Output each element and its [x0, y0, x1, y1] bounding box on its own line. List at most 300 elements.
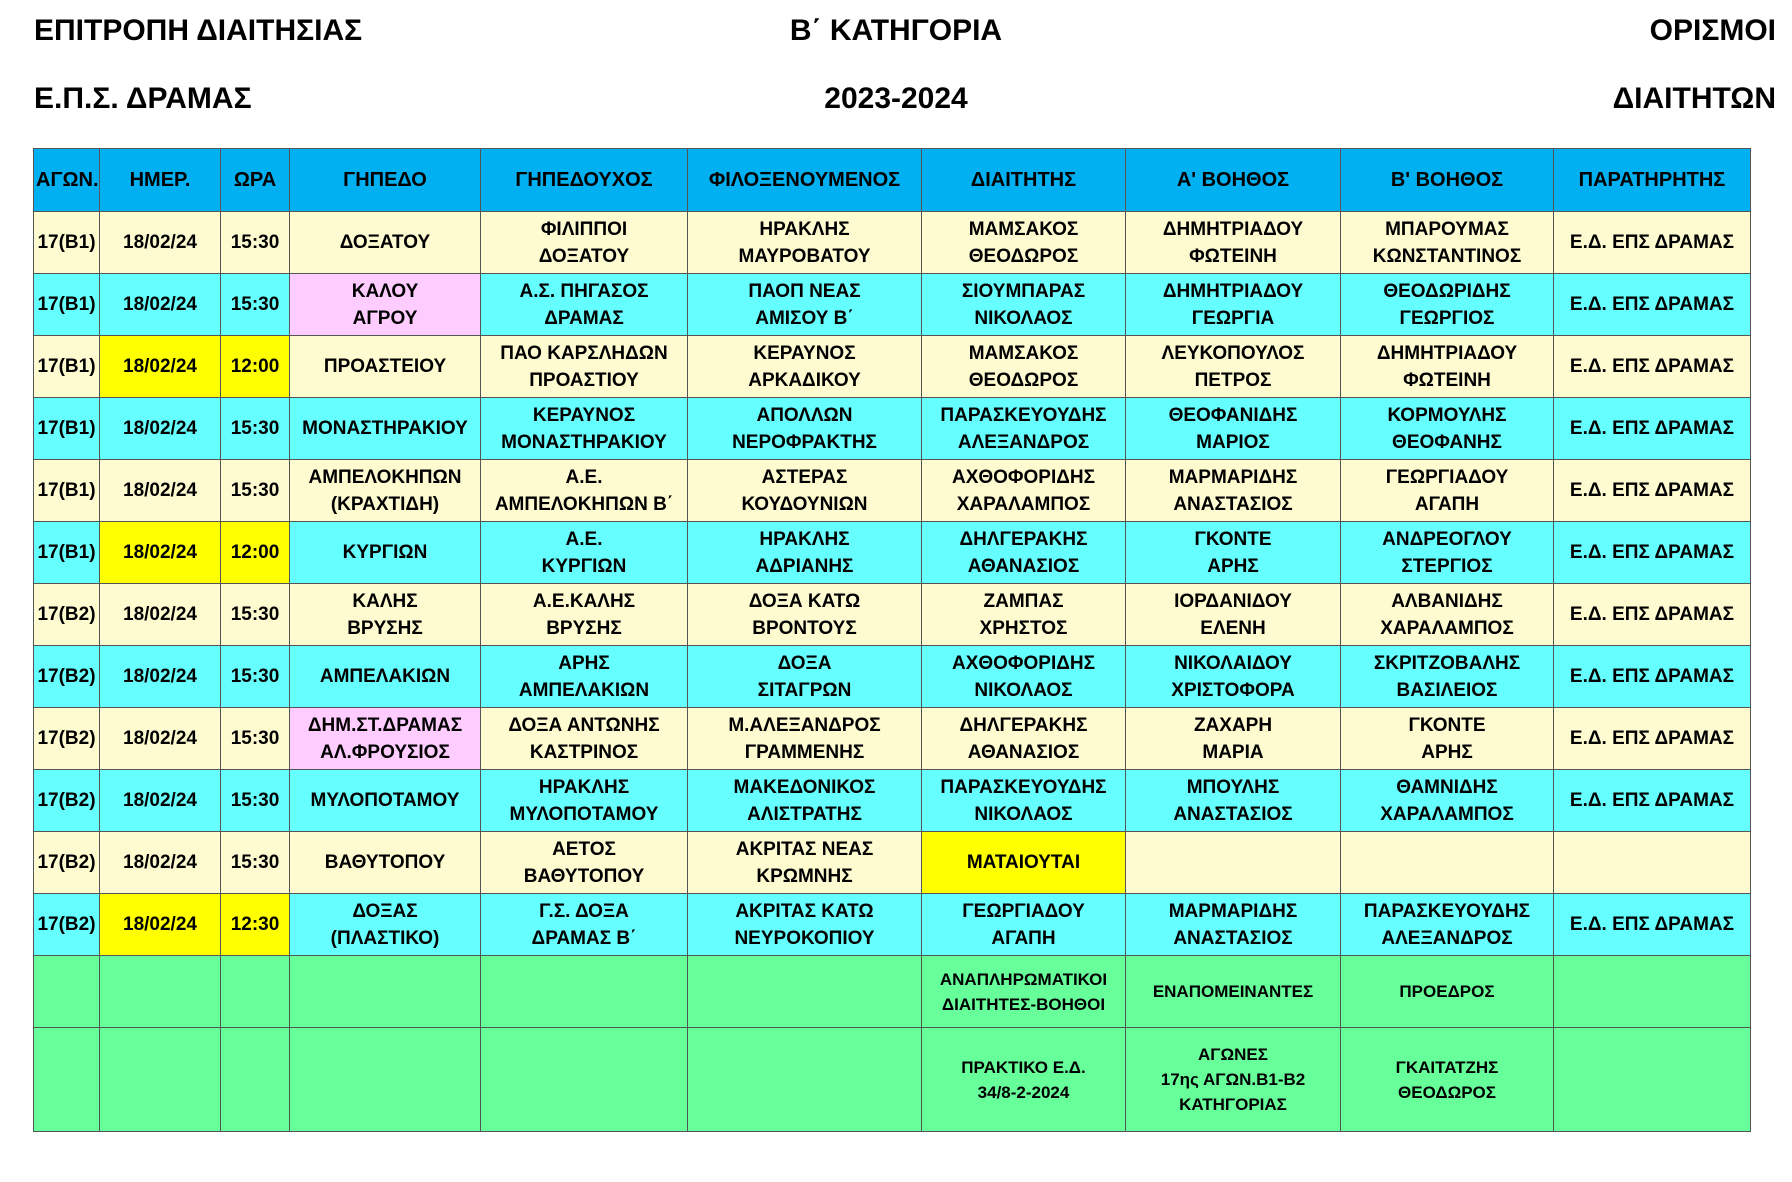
match-cell: 17(Β2): [34, 646, 100, 708]
assistant-a-line-2: ΜΑΡΙΟΣ: [1196, 431, 1270, 453]
empty-cell: [100, 1028, 221, 1132]
away-team-line-2: ΜΑΥΡΟΒΑΤΟΥ: [738, 245, 871, 267]
referee-cell: [922, 708, 1126, 770]
column-header: ΑΓΩΝ.: [34, 149, 100, 212]
assistant-a-line-2: ΑΡΗΣ: [1207, 555, 1259, 577]
field-cell: [290, 274, 481, 336]
time-cell: 15:30: [221, 832, 290, 894]
reserves-cell: [922, 956, 1126, 1028]
observer-cell: Ε.Δ. ΕΠΣ ΔΡΑΜΑΣ: [1554, 274, 1751, 336]
referee-cell: [922, 894, 1126, 956]
field-cell: [290, 832, 481, 894]
away-team-line-1: ΗΡΑΚΛΗΣ: [759, 528, 850, 550]
home-team-line-1: Α.Σ. ΠΗΓΑΣΟΣ: [519, 280, 649, 302]
referee-line-2: ΑΘΑΝΑΣΙΟΣ: [967, 555, 1080, 577]
empty-cell: [1554, 1028, 1751, 1132]
date-cell: 18/02/24: [100, 460, 221, 522]
referee-line-1: ΜΑΜΣΑΚΟΣ: [968, 218, 1079, 240]
assistant-b-line-1: ΣΚΡΙΤΖΟΒΑΛΗΣ: [1373, 652, 1521, 674]
referee-line-2: ΘΕΟΔΩΡΟΣ: [968, 245, 1079, 267]
observer-cell: Ε.Δ. ΕΠΣ ΔΡΑΜΑΣ: [1554, 770, 1751, 832]
home-team-line-1: ΦΙΛΙΠΠΟΙ: [540, 218, 628, 240]
field-cell: [290, 336, 481, 398]
observer-cell: Ε.Δ. ΕΠΣ ΔΡΑΜΑΣ: [1554, 894, 1751, 956]
president-cell: [1341, 956, 1554, 1028]
referee-line-1: ΑΧΘΟΦΟΡΙΔΗΣ: [951, 466, 1096, 488]
time-cell: 12:00: [221, 522, 290, 584]
assistant-b-cell: [1341, 832, 1554, 894]
assistant-a-cell: [1126, 770, 1341, 832]
home-team-line-1: Α.Ε.: [565, 466, 603, 488]
assistant-a-line-2: ΓΕΩΡΓΙΑ: [1191, 307, 1275, 329]
date-cell: 18/02/24: [100, 646, 221, 708]
field-cell: [290, 522, 481, 584]
empty-cell: [290, 1028, 481, 1132]
away-team-line-2: ΚΡΩΜΝΗΣ: [756, 865, 853, 887]
match-row: [34, 894, 1751, 956]
home-team-line-2: ΑΜΠΕΛΑΚΙΩΝ: [518, 679, 650, 701]
empty-cell: [221, 1028, 290, 1132]
observer-cell: Ε.Δ. ΕΠΣ ΔΡΑΜΑΣ: [1554, 708, 1751, 770]
assistant-a-cell: [1126, 832, 1341, 894]
field-line-1: ΜΥΛΟΠΟΤΑΜΟΥ: [310, 790, 460, 811]
away-team-line-1: ΗΡΑΚΛΗΣ: [759, 218, 850, 240]
assistant-a-line-1: ΖΑΧΑΡΗ: [1193, 714, 1273, 736]
away-team-cell: [688, 832, 922, 894]
assistant-a-line-2: ΑΝΑΣΤΑΣΙΟΣ: [1173, 927, 1293, 949]
field-line-1: ΚΥΡΓΙΩΝ: [342, 542, 428, 563]
date-cell: 18/02/24: [100, 212, 221, 274]
home-team-cell: [481, 832, 688, 894]
assistant-b-cell: [1341, 460, 1554, 522]
home-team-line-1: Α.Ε.: [565, 528, 603, 550]
away-team-line-2: ΓΡΑΜΜΕΝΗΣ: [744, 741, 865, 763]
empty-cell: [1554, 956, 1751, 1028]
field-line-1: ΒΑΘΥΤΟΠΟΥ: [324, 852, 446, 873]
field-line-1: ΜΟΝΑΣΤΗΡΑΚΙΟΥ: [302, 418, 468, 439]
assistant-a-line-2: ΕΛΕΝΗ: [1200, 617, 1266, 639]
assistant-a-line-1: ΝΙΚΟΛΑΙΔΟΥ: [1174, 652, 1292, 674]
assistant-a-line-1: ΛΕΥΚΟΠΟΥΛΟΣ: [1161, 342, 1305, 364]
minutes-line-2: 34/8-2-2024: [977, 1082, 1070, 1102]
assistant-b-line-1: ΔΗΜΗΤΡΙΑΔΟΥ: [1376, 342, 1518, 364]
away-team-line-1: ΔΟΞΑ: [777, 652, 832, 674]
field-cell: [290, 770, 481, 832]
away-team-line-2: ΑΡΚΑΔΙΚΟΥ: [748, 369, 861, 391]
field-line-1: ΚΑΛΟΥ: [351, 280, 419, 302]
field-cell: [290, 584, 481, 646]
empty-cell: [34, 1028, 100, 1132]
empty-cell: [688, 1028, 922, 1132]
time-cell: 15:30: [221, 708, 290, 770]
referee-cell: [922, 832, 1126, 894]
field-line-1: ΔΗΜ.ΣΤ.ΔΡΑΜΑΣ: [307, 714, 463, 736]
match-row: [34, 708, 1751, 770]
referee-line-1: ΜΑΤΑΙΟΥΤΑΙ: [966, 852, 1081, 873]
time-cell: 15:30: [221, 398, 290, 460]
home-team-line-2: ΔΡΑΜΑΣ: [544, 307, 624, 329]
date-cell: 18/02/24: [100, 398, 221, 460]
assistant-b-line-2: ΑΓΑΠΗ: [1414, 493, 1480, 515]
assistant-a-line-2: ΑΝΑΣΤΑΣΙΟΣ: [1173, 803, 1293, 825]
date-cell: 18/02/24: [100, 522, 221, 584]
away-team-line-1: ΠΑΟΠ ΝΕΑΣ: [748, 280, 861, 302]
assistant-b-cell: [1341, 336, 1554, 398]
home-team-cell: [481, 584, 688, 646]
away-team-line-2: ΑΜΙΣΟΥ Β΄: [755, 307, 854, 329]
date-cell: 18/02/24: [100, 832, 221, 894]
time-cell: 15:30: [221, 770, 290, 832]
referee-line-1: ΜΑΜΣΑΚΟΣ: [968, 342, 1079, 364]
assistant-b-line-1: ΠΑΡΑΣΚΕΥΟΥΔΗΣ: [1363, 900, 1531, 922]
home-team-cell: [481, 646, 688, 708]
observer-cell: Ε.Δ. ΕΠΣ ΔΡΑΜΑΣ: [1554, 460, 1751, 522]
assistant-b-line-1: ΓΕΩΡΓΙΑΔΟΥ: [1385, 466, 1509, 488]
field-line-1: ΑΜΠΕΛΑΚΙΩΝ: [319, 666, 451, 687]
match-cell: 17(Β1): [34, 336, 100, 398]
assistant-b-line-1: ΜΠΑΡΟΥΜΑΣ: [1385, 218, 1509, 240]
referee-line-2: ΧΡΗΣΤΟΣ: [979, 617, 1068, 639]
match-row: [34, 770, 1751, 832]
referee-line-1: ΠΑΡΑΣΚΕΥΟΥΔΗΣ: [940, 776, 1107, 798]
assistant-a-cell: [1126, 212, 1341, 274]
match-cell: 17(Β1): [34, 460, 100, 522]
home-team-cell: [481, 398, 688, 460]
referee-line-1: ΔΗΛΓΕΡΑΚΗΣ: [959, 528, 1088, 550]
match-row: [34, 522, 1751, 584]
date-cell: 18/02/24: [100, 894, 221, 956]
assistant-a-line-1: ΔΗΜΗΤΡΙΑΔΟΥ: [1162, 218, 1304, 240]
time-cell: 12:30: [221, 894, 290, 956]
assistant-b-line-1: ΘΕΟΔΩΡΙΔΗΣ: [1383, 280, 1511, 302]
home-team-line-2: ΑΜΠΕΛΟΚΗΠΩΝ Β΄: [494, 493, 674, 515]
assistant-a-cell: [1126, 894, 1341, 956]
assistant-b-line-1: ΘΑΜΝΙΔΗΣ: [1396, 776, 1498, 798]
empty-cell: [221, 956, 290, 1028]
referee-line-2: ΝΙΚΟΛΑΟΣ: [974, 803, 1073, 825]
president-name-cell: [1341, 1028, 1554, 1132]
away-team-line-1: ΚΕΡΑΥΝΟΣ: [753, 342, 856, 364]
away-team-cell: [688, 770, 922, 832]
matches-cell: [1126, 1028, 1341, 1132]
away-team-cell: [688, 398, 922, 460]
assistant-a-cell: [1126, 460, 1341, 522]
empty-cell: [481, 956, 688, 1028]
match-cell: 17(Β2): [34, 584, 100, 646]
away-team-line-1: ΑΚΡΙΤΑΣ ΝΕΑΣ: [735, 838, 874, 860]
minutes-line-1: ΠΡΑΚΤΙΚΟ Ε.Δ.: [961, 1057, 1086, 1077]
assistant-b-line-2: ΑΡΗΣ: [1421, 741, 1473, 763]
assistant-b-cell: [1341, 398, 1554, 460]
match-row: [34, 646, 1751, 708]
home-team-line-1: ΑΕΤΟΣ: [552, 838, 616, 860]
assistant-b-line-1: ΑΝΔΡΕΟΓΛΟΥ: [1382, 528, 1512, 550]
referee-cell: [922, 522, 1126, 584]
assistant-b-line-1: ΚΟΡΜΟΥΛΗΣ: [1387, 404, 1507, 426]
away-team-cell: [688, 212, 922, 274]
time-cell: 15:30: [221, 646, 290, 708]
remaining-cell: [1126, 956, 1341, 1028]
assistant-a-cell: [1126, 584, 1341, 646]
date-cell: 18/02/24: [100, 584, 221, 646]
empty-cell: [100, 956, 221, 1028]
category-title: Β΄ ΚΑΤΗΓΟΡΙΑ: [789, 14, 1003, 47]
assistant-a-cell: [1126, 522, 1341, 584]
away-team-cell: [688, 584, 922, 646]
referee-line-1: ΔΗΛΓΕΡΑΚΗΣ: [959, 714, 1088, 736]
match-row: [34, 212, 1751, 274]
assistant-b-cell: [1341, 708, 1554, 770]
matches-line-3: ΚΑΤΗΓΟΡΙΑΣ: [1179, 1095, 1287, 1114]
field-cell: [290, 398, 481, 460]
assistant-a-line-2: ΑΝΑΣΤΑΣΙΟΣ: [1173, 493, 1293, 515]
referee-line-2: ΝΙΚΟΛΑΟΣ: [974, 307, 1073, 329]
match-row: [34, 398, 1751, 460]
field-cell: [290, 708, 481, 770]
referee-cell: [922, 336, 1126, 398]
match-row: [34, 584, 1751, 646]
home-team-line-1: ΑΡΗΣ: [558, 652, 610, 674]
field-line-1: ΑΜΠΕΛΟΚΗΠΩΝ: [308, 466, 462, 488]
match-cell: 17(Β1): [34, 274, 100, 336]
empty-cell: [688, 956, 922, 1028]
home-team-cell: [481, 274, 688, 336]
away-team-cell: [688, 708, 922, 770]
column-header: ΠΑΡΑΤΗΡΗΤΗΣ: [1554, 149, 1751, 212]
column-header: ΦΙΛΟΞΕΝΟΥΜΕΝΟΣ: [688, 149, 922, 212]
observer-cell: Ε.Δ. ΕΠΣ ΔΡΑΜΑΣ: [1554, 212, 1751, 274]
away-team-line-1: ΑΣΤΕΡΑΣ: [761, 466, 848, 488]
home-team-line-1: Γ.Σ. ΔΟΞΑ: [539, 900, 629, 922]
match-row: [34, 460, 1751, 522]
away-team-line-2: ΝΕΥΡΟΚΟΠΙΟΥ: [734, 927, 875, 949]
home-team-line-2: ΜΥΛΟΠΟΤΑΜΟΥ: [509, 803, 659, 825]
referee-line-2: ΑΘΑΝΑΣΙΟΣ: [967, 741, 1080, 763]
referee-cell: [922, 460, 1126, 522]
match-cell: 17(Β2): [34, 770, 100, 832]
away-team-cell: [688, 894, 922, 956]
reserves-line-2: ΔΙΑΙΤΗΤΕΣ-ΒΟΗΘΟΙ: [941, 994, 1106, 1014]
column-header: Α' ΒΟΗΘΟΣ: [1126, 149, 1341, 212]
assistant-b-line-1: ΑΛΒΑΝΙΔΗΣ: [1391, 590, 1503, 612]
assignments-title: ΟΡΙΣΜΟΙ: [1649, 14, 1776, 47]
assistant-b-line-1: ΓΚΟΝΤΕ: [1408, 714, 1486, 736]
header-row: [34, 149, 1751, 212]
assistant-b-line-2: ΦΩΤΕΙΝΗ: [1403, 369, 1491, 391]
home-team-line-1: ΗΡΑΚΛΗΣ: [538, 776, 630, 798]
home-team-line-2: ΚΑΣΤΡΙΝΟΣ: [529, 741, 639, 763]
assistant-a-cell: [1126, 708, 1341, 770]
assistant-a-cell: [1126, 646, 1341, 708]
observer-cell: Ε.Δ. ΕΠΣ ΔΡΑΜΑΣ: [1554, 584, 1751, 646]
time-cell: 15:30: [221, 584, 290, 646]
field-cell: [290, 646, 481, 708]
home-team-line-2: ΔΡΑΜΑΣ Β΄: [531, 927, 637, 949]
referee-cell: [922, 584, 1126, 646]
home-team-cell: [481, 460, 688, 522]
assistant-b-line-2: ΘΕΟΦΑΝΗΣ: [1392, 431, 1502, 453]
matches-line-2: 17ης ΑΓΩΝ.Β1-Β2: [1160, 1070, 1306, 1089]
referee-cell: [922, 770, 1126, 832]
date-cell: 18/02/24: [100, 770, 221, 832]
assistant-a-line-2: ΦΩΤΕΙΝΗ: [1189, 245, 1277, 267]
assistant-b-line-2: ΑΛΕΞΑΝΔΡΟΣ: [1381, 927, 1513, 949]
column-header: ΓΗΠΕΔΟΥΧΟΣ: [481, 149, 688, 212]
home-team-line-1: ΠΑΟ ΚΑΡΣΛΗΔΩΝ: [500, 342, 668, 364]
match-row: [34, 832, 1751, 894]
home-team-cell: [481, 708, 688, 770]
assistant-a-line-2: ΠΕΤΡΟΣ: [1194, 369, 1272, 391]
time-cell: 12:00: [221, 336, 290, 398]
field-line-2: ΒΡΥΣΗΣ: [347, 617, 423, 639]
home-team-line-1: ΔΟΞΑ ΑΝΤΩΝΗΣ: [508, 714, 660, 736]
match-row: [34, 336, 1751, 398]
observer-cell: Ε.Δ. ΕΠΣ ΔΡΑΜΑΣ: [1554, 336, 1751, 398]
home-team-line-2: ΒΡΥΣΗΣ: [546, 617, 622, 639]
referee-line-1: ΖΑΜΠΑΣ: [983, 590, 1064, 612]
empty-cell: [290, 956, 481, 1028]
remaining-label: ΕΝΑΠΟΜΕΙΝΑΝΤΕΣ: [1152, 982, 1314, 1001]
observer-cell: Ε.Δ. ΕΠΣ ΔΡΑΜΑΣ: [1554, 522, 1751, 584]
date-cell: 18/02/24: [100, 274, 221, 336]
referee-line-1: ΑΧΘΟΦΟΡΙΔΗΣ: [951, 652, 1096, 674]
away-team-line-2: ΝΕΡΟΦΡΑΚΤΗΣ: [732, 431, 877, 453]
federation-name: Ε.Π.Σ. ΔΡΑΜΑΣ: [34, 82, 252, 115]
match-cell: 17(Β2): [34, 708, 100, 770]
home-team-line-1: ΚΕΡΑΥΝΟΣ: [532, 404, 636, 426]
time-cell: 15:30: [221, 460, 290, 522]
away-team-line-1: ΑΠΟΛΛΩΝ: [756, 404, 853, 426]
match-cell: 17(Β1): [34, 398, 100, 460]
referee-cell: [922, 212, 1126, 274]
match-row: [34, 274, 1751, 336]
assistant-a-line-1: ΜΑΡΜΑΡΙΔΗΣ: [1168, 466, 1298, 488]
observer-cell: [1554, 832, 1751, 894]
season: 2023-2024: [824, 82, 968, 115]
match-cell: 17(Β2): [34, 832, 100, 894]
away-team-line-1: ΜΑΚΕΔΟΝΙΚΟΣ: [733, 776, 876, 798]
away-team-cell: [688, 646, 922, 708]
away-team-cell: [688, 460, 922, 522]
observer-cell: Ε.Δ. ΕΠΣ ΔΡΑΜΑΣ: [1554, 398, 1751, 460]
home-team-cell: [481, 336, 688, 398]
away-team-line-1: ΑΚΡΙΤΑΣ ΚΑΤΩ: [735, 900, 874, 922]
assistant-b-line-2: ΓΕΩΡΓΙΟΣ: [1399, 307, 1495, 329]
field-line-2: (ΚΡΑΧΤΙΔΗ): [330, 493, 440, 515]
home-team-cell: [481, 894, 688, 956]
home-team-cell: [481, 522, 688, 584]
referee-line-2: ΑΓΑΠΗ: [991, 927, 1056, 949]
date-cell: 18/02/24: [100, 336, 221, 398]
minutes-cell: [922, 1028, 1126, 1132]
column-header: Β' ΒΟΗΘΟΣ: [1341, 149, 1554, 212]
assistant-a-line-1: ΜΑΡΜΑΡΙΔΗΣ: [1168, 900, 1298, 922]
match-cell: 17(Β1): [34, 522, 100, 584]
home-team-line-2: ΜΟΝΑΣΤΗΡΑΚΙΟΥ: [501, 431, 667, 453]
referee-line-1: ΓΕΩΡΓΙΑΔΟΥ: [962, 900, 1085, 922]
referee-line-2: ΧΑΡΑΛΑΜΠΟΣ: [956, 493, 1091, 515]
assistant-a-line-1: ΘΕΟΦΑΝΙΔΗΣ: [1168, 404, 1298, 426]
column-header: ΩΡΑ: [221, 149, 290, 212]
matches-line-1: ΑΓΩΝΕΣ: [1198, 1045, 1268, 1064]
field-cell: [290, 894, 481, 956]
field-line-2: ΑΛ.ΦΡΟΥΣΙΟΣ: [320, 741, 450, 763]
empty-cell: [34, 956, 100, 1028]
assistant-b-line-2: ΧΑΡΑΛΑΜΠΟΣ: [1380, 617, 1514, 639]
assistant-a-line-2: ΧΡΙΣΤΟΦΟΡΑ: [1171, 679, 1295, 701]
home-team-line-2: ΒΑΘΥΤΟΠΟΥ: [523, 865, 645, 887]
home-team-cell: [481, 770, 688, 832]
president-name-line-1: ΓΚΑΙΤΑΤΖΗΣ: [1395, 1057, 1499, 1077]
assistant-b-cell: [1341, 522, 1554, 584]
assistant-b-cell: [1341, 584, 1554, 646]
reserves-line-1: ΑΝΑΠΛΗΡΩΜΑΤΙΚΟΙ: [939, 969, 1108, 989]
away-team-line-2: ΣΙΤΑΓΡΩΝ: [757, 679, 852, 701]
field-line-2: (ΠΛΑΣΤΙΚΟ): [330, 927, 440, 949]
assistant-a-line-2: ΜΑΡΙΑ: [1202, 741, 1264, 763]
field-line-2: ΑΓΡΟΥ: [352, 307, 418, 329]
home-team-line-2: ΔΟΞΑΤΟΥ: [538, 245, 630, 267]
column-header: ΗΜΕΡ.: [100, 149, 221, 212]
assistant-b-line-2: ΚΩΝΣΤΑΝΤΙΝΟΣ: [1372, 245, 1522, 267]
field-line-1: ΔΟΞΑΣ: [352, 900, 418, 922]
field-cell: [290, 460, 481, 522]
referee-line-2: ΝΙΚΟΛΑΟΣ: [974, 679, 1073, 701]
assistant-a-cell: [1126, 274, 1341, 336]
assistant-b-cell: [1341, 212, 1554, 274]
assistant-b-line-2: ΧΑΡΑΛΑΜΠΟΣ: [1380, 803, 1514, 825]
assistant-a-cell: [1126, 336, 1341, 398]
field-line-1: ΠΡΟΑΣΤΕΙΟΥ: [323, 356, 447, 377]
referee-line-2: ΑΛΕΞΑΝΔΡΟΣ: [957, 431, 1090, 453]
assistant-a-line-1: ΔΗΜΗΤΡΙΑΔΟΥ: [1162, 280, 1304, 302]
assignments-table: [33, 148, 1751, 1132]
empty-cell: [481, 1028, 688, 1132]
away-team-cell: [688, 274, 922, 336]
away-team-line-2: ΑΔΡΙΑΝΗΣ: [755, 555, 854, 577]
referee-line-1: ΠΑΡΑΣΚΕΥΟΥΔΗΣ: [940, 404, 1107, 426]
referee-line-1: ΣΙΟΥΜΠΑΡΑΣ: [961, 280, 1086, 302]
assistant-b-cell: [1341, 646, 1554, 708]
field-line-1: ΔΟΞΑΤΟΥ: [339, 232, 431, 253]
away-team-line-2: ΑΛΙΣΤΡΑΤΗΣ: [747, 803, 862, 825]
away-team-line-1: ΔΟΞΑ ΚΑΤΩ: [748, 590, 861, 612]
footer-row-2: [34, 1028, 1751, 1132]
home-team-cell: [481, 212, 688, 274]
committee-title: ΕΠΙΤΡΟΠΗ ΔΙΑΙΤΗΣΙΑΣ: [34, 14, 363, 47]
assistant-a-line-1: ΙΟΡΔΑΝΙΔΟΥ: [1174, 590, 1292, 612]
away-team-cell: [688, 522, 922, 584]
assistant-b-cell: [1341, 770, 1554, 832]
away-team-cell: [688, 336, 922, 398]
match-cell: 17(Β2): [34, 894, 100, 956]
field-line-1: ΚΑΛΗΣ: [352, 590, 418, 612]
assistant-a-line-1: ΓΚΟΝΤΕ: [1194, 528, 1272, 550]
away-team-line-2: ΚΟΥΔΟΥΝΙΩΝ: [741, 493, 868, 515]
date-cell: 18/02/24: [100, 708, 221, 770]
observer-cell: Ε.Δ. ΕΠΣ ΔΡΑΜΑΣ: [1554, 646, 1751, 708]
home-team-line-2: ΠΡΟΑΣΤΙΟΥ: [529, 369, 639, 391]
assistant-b-cell: [1341, 894, 1554, 956]
referee-cell: [922, 274, 1126, 336]
match-cell: 17(Β1): [34, 212, 100, 274]
home-team-line-2: ΚΥΡΓΙΩΝ: [541, 555, 627, 577]
column-header: ΔΙΑΙΤΗΤΗΣ: [922, 149, 1126, 212]
assistant-a-cell: [1126, 398, 1341, 460]
assistant-b-cell: [1341, 274, 1554, 336]
assistant-b-line-2: ΒΑΣΙΛΕΙΟΣ: [1396, 679, 1498, 701]
referee-line-2: ΘΕΟΔΩΡΟΣ: [968, 369, 1079, 391]
